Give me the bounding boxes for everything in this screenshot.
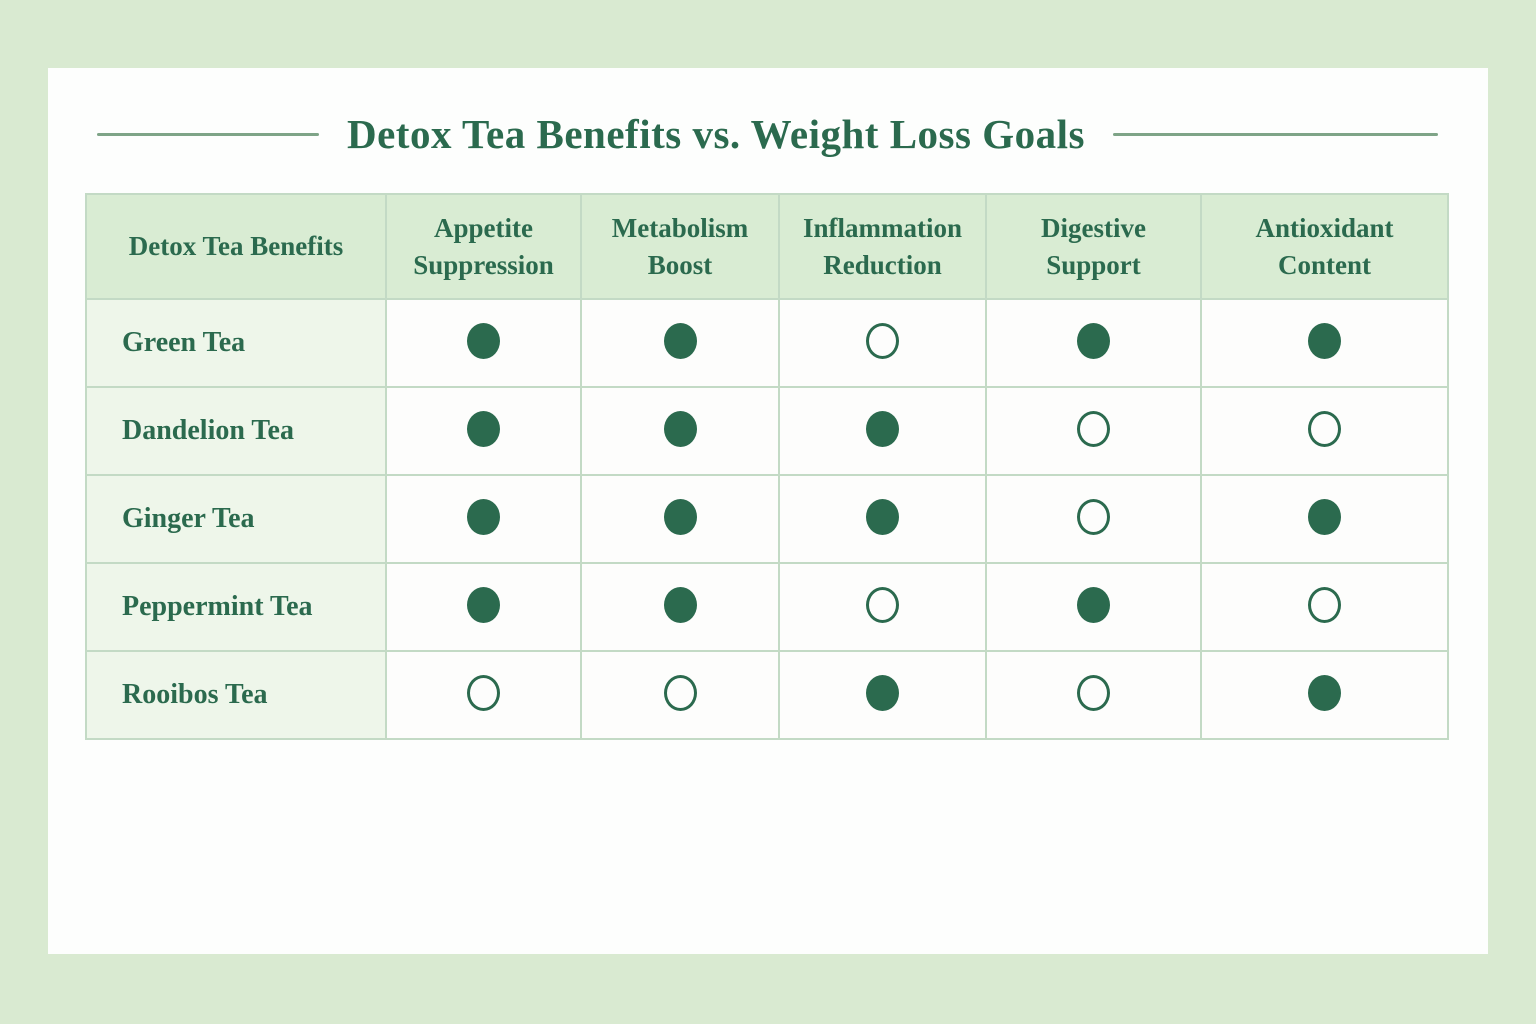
benefit-cell — [986, 387, 1201, 475]
benefit-cell — [986, 475, 1201, 563]
benefit-cell — [779, 563, 986, 651]
tea-name: Ginger Tea — [86, 475, 386, 563]
column-header: Appetite Suppression — [386, 194, 581, 299]
filled-dot-icon — [1077, 323, 1110, 359]
benefit-cell — [986, 299, 1201, 387]
benefit-cell — [779, 387, 986, 475]
filled-dot-icon — [467, 499, 500, 535]
filled-dot-icon — [1308, 499, 1341, 535]
filled-dot-icon — [866, 411, 899, 447]
benefit-cell — [986, 651, 1201, 739]
page-title: Detox Tea Benefits vs. Weight Loss Goals — [347, 111, 1085, 157]
tea-row — [86, 475, 1448, 563]
tea-name: Green Tea — [86, 299, 386, 387]
tea-row — [86, 651, 1448, 739]
header-row — [86, 194, 1448, 299]
empty-dot-icon — [1308, 411, 1341, 447]
tea-name: Peppermint Tea — [86, 563, 386, 651]
tea-row — [86, 299, 1448, 387]
empty-dot-icon — [1308, 587, 1341, 623]
empty-dot-icon — [866, 323, 899, 359]
title-rule-left — [97, 133, 319, 136]
filled-dot-icon — [467, 587, 500, 623]
filled-dot-icon — [664, 587, 697, 623]
column-header: Digestive Support — [986, 194, 1201, 299]
title-rule-right — [1113, 133, 1438, 136]
filled-dot-icon — [866, 499, 899, 535]
column-header: Antioxidant Content — [1201, 194, 1448, 299]
tea-row — [86, 387, 1448, 475]
empty-dot-icon — [1077, 675, 1110, 711]
benefit-cell — [581, 299, 779, 387]
empty-dot-icon — [1077, 411, 1110, 447]
benefit-cell — [386, 475, 581, 563]
benefit-cell — [386, 299, 581, 387]
filled-dot-icon — [467, 411, 500, 447]
filled-dot-icon — [664, 323, 697, 359]
filled-dot-icon — [1308, 323, 1341, 359]
benefit-cell — [1201, 475, 1448, 563]
tea-name: Dandelion Tea — [86, 387, 386, 475]
corner-header: Detox Tea Benefits — [86, 194, 386, 299]
tea-row — [86, 563, 1448, 651]
filled-dot-icon — [1308, 675, 1341, 711]
benefit-cell — [1201, 299, 1448, 387]
filled-dot-icon — [664, 499, 697, 535]
benefit-cell — [581, 563, 779, 651]
column-header: Metabolism Boost — [581, 194, 779, 299]
benefit-cell — [986, 563, 1201, 651]
benefit-cell — [386, 387, 581, 475]
infographic-card — [48, 68, 1488, 954]
benefits-table — [85, 193, 1449, 740]
benefit-cell — [1201, 387, 1448, 475]
filled-dot-icon — [664, 411, 697, 447]
filled-dot-icon — [1077, 587, 1110, 623]
benefit-cell — [386, 651, 581, 739]
empty-dot-icon — [866, 587, 899, 623]
table-body — [86, 299, 1448, 739]
empty-dot-icon — [1077, 499, 1110, 535]
benefit-cell — [779, 651, 986, 739]
column-header: Inflammation Reduction — [779, 194, 986, 299]
benefit-cell — [779, 475, 986, 563]
filled-dot-icon — [866, 675, 899, 711]
empty-dot-icon — [467, 675, 500, 711]
title-block — [97, 108, 1438, 160]
tea-name: Rooibos Tea — [86, 651, 386, 739]
benefit-cell — [1201, 563, 1448, 651]
filled-dot-icon — [467, 323, 500, 359]
empty-dot-icon — [664, 675, 697, 711]
benefit-cell — [779, 299, 986, 387]
benefit-cell — [581, 651, 779, 739]
benefit-cell — [386, 563, 581, 651]
benefit-cell — [1201, 651, 1448, 739]
benefit-cell — [581, 475, 779, 563]
benefit-cell — [581, 387, 779, 475]
